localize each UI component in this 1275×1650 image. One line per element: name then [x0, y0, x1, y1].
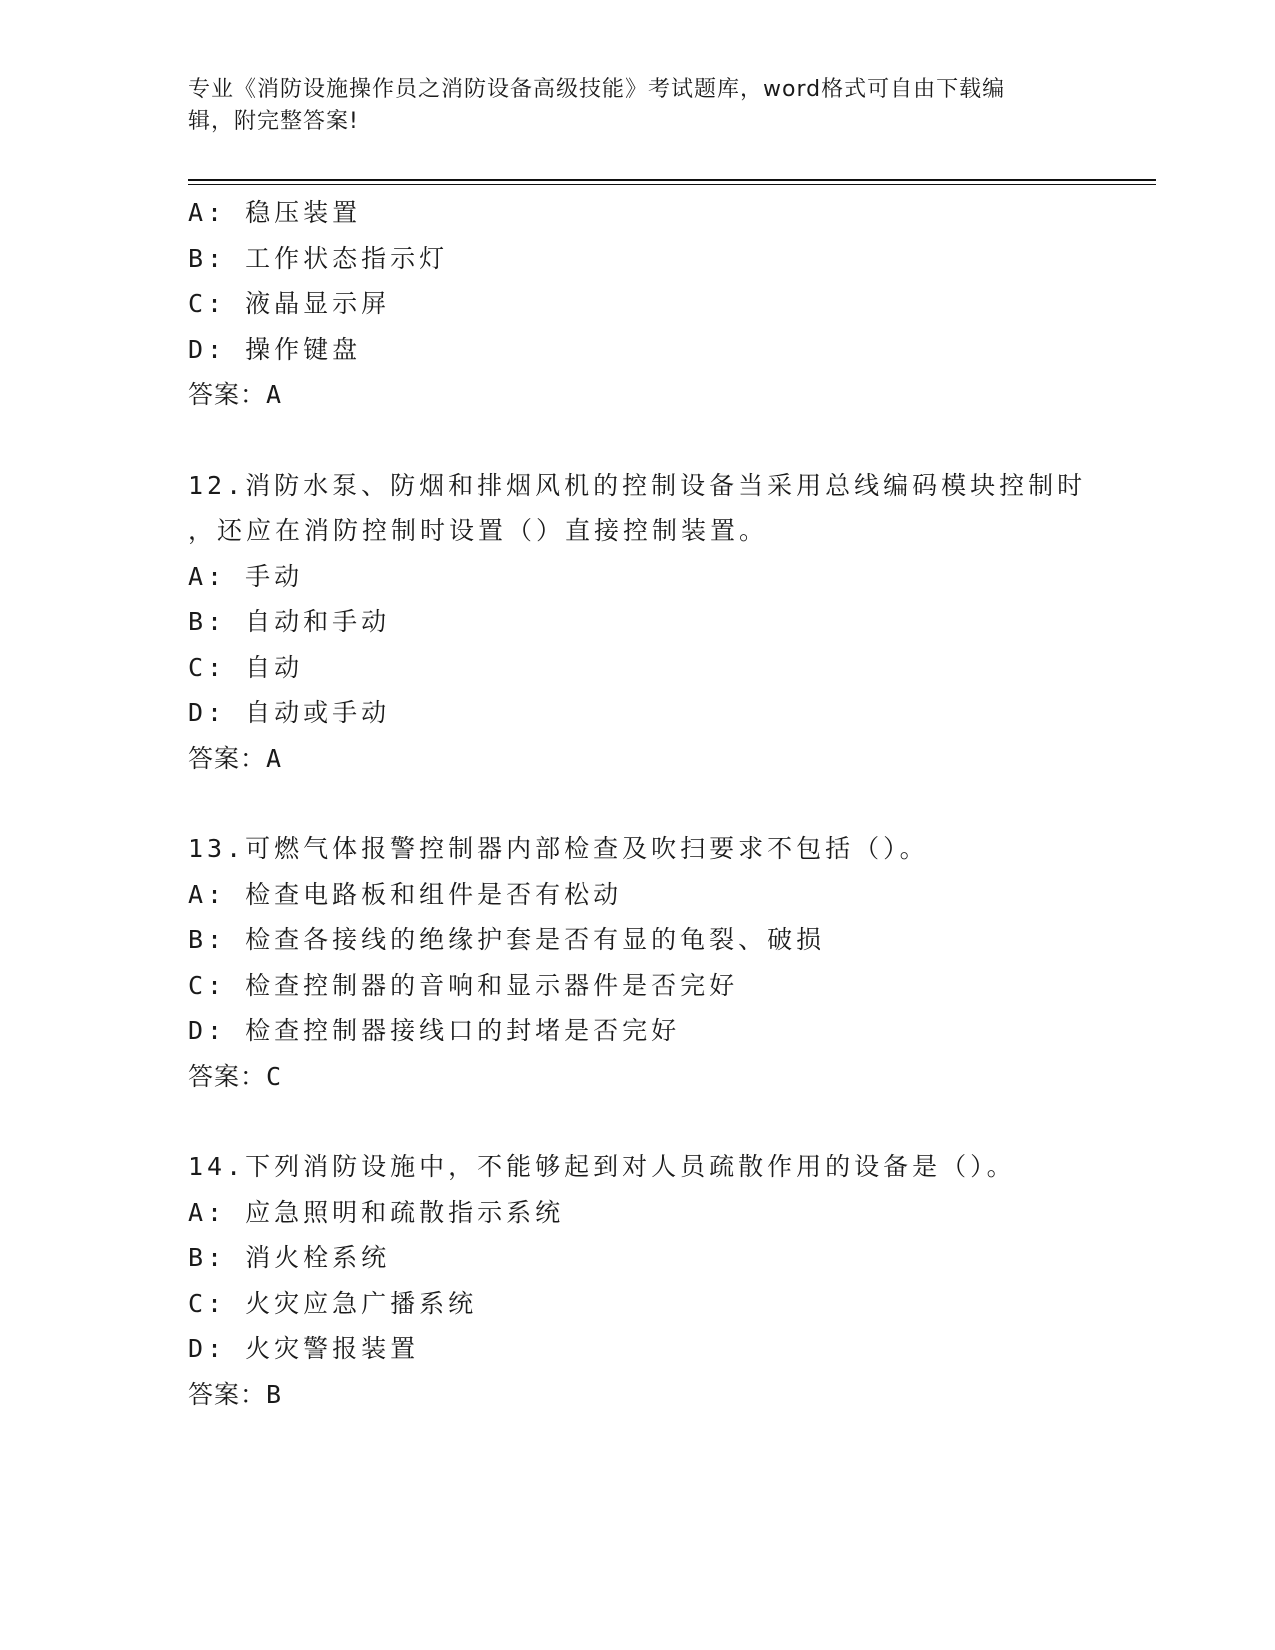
option-d: D: 检查控制器接线口的封堵是否完好	[188, 1016, 681, 1045]
option-c: C: 自动	[188, 652, 304, 682]
option-d: D: 自动或手动	[188, 698, 391, 727]
question-stem: 14.下列消防设施中，不能够起到对人员疏散作用的设备是（）。	[188, 1152, 1016, 1181]
question-stem: 13.可燃气体报警控制器内部检查及吹扫要求不包括（）。	[188, 834, 929, 863]
answer-key: A	[266, 743, 283, 773]
answer: 答案：A	[188, 743, 283, 773]
header-divider-thick	[188, 179, 1156, 181]
question-stem: 12.消防水泵、防烟和排烟风机的控制设备当采用总线编码模块控制时	[188, 470, 1087, 500]
header-divider-thin	[188, 184, 1156, 185]
option-b: B: 检查各接线的绝缘护套是否有显的龟裂、破损	[188, 925, 826, 954]
option-b: B: 工作状态指示灯	[188, 243, 449, 273]
option-a: A: 稳压装置	[188, 198, 362, 227]
question-13	[188, 826, 1148, 1099]
question-14	[188, 1144, 1148, 1417]
question-12	[188, 463, 1148, 782]
option-d: D: 操作键盘	[188, 334, 362, 364]
answer: 答案：C	[188, 1061, 283, 1091]
option-b: B: 消火栓系统	[188, 1243, 391, 1272]
answer: 答案：B	[188, 1379, 283, 1409]
answer-key: B	[266, 1379, 283, 1409]
option-c: C: 液晶显示屏	[188, 289, 391, 318]
header-line-1: 专业《消防设施操作员之消防设备高级技能》考试题库，word格式可自由下载编	[188, 77, 1006, 102]
header-line-2: 辑，附完整答案!	[188, 109, 359, 134]
option-a: A: 检查电路板和组件是否有松动	[188, 879, 623, 909]
option-a: A: 手动	[188, 561, 304, 591]
option-c: C: 火灾应急广播系统	[188, 1288, 478, 1318]
question-11	[188, 190, 1148, 418]
answer: 答案：A	[188, 380, 283, 409]
answer-key: C	[266, 1061, 283, 1091]
option-d: D: 火灾警报装置	[188, 1334, 420, 1363]
option-a: A: 应急照明和疏散指示系统	[188, 1197, 565, 1227]
document-header	[188, 74, 1068, 138]
question-list	[188, 190, 1148, 1417]
question-stem-continued: ，还应在消防控制时设置（）直接控制装置。	[188, 516, 769, 545]
option-b: B: 自动和手动	[188, 607, 391, 636]
answer-key: A	[266, 380, 283, 409]
option-c: C: 检查控制器的音响和显示器件是否完好	[188, 970, 739, 1000]
